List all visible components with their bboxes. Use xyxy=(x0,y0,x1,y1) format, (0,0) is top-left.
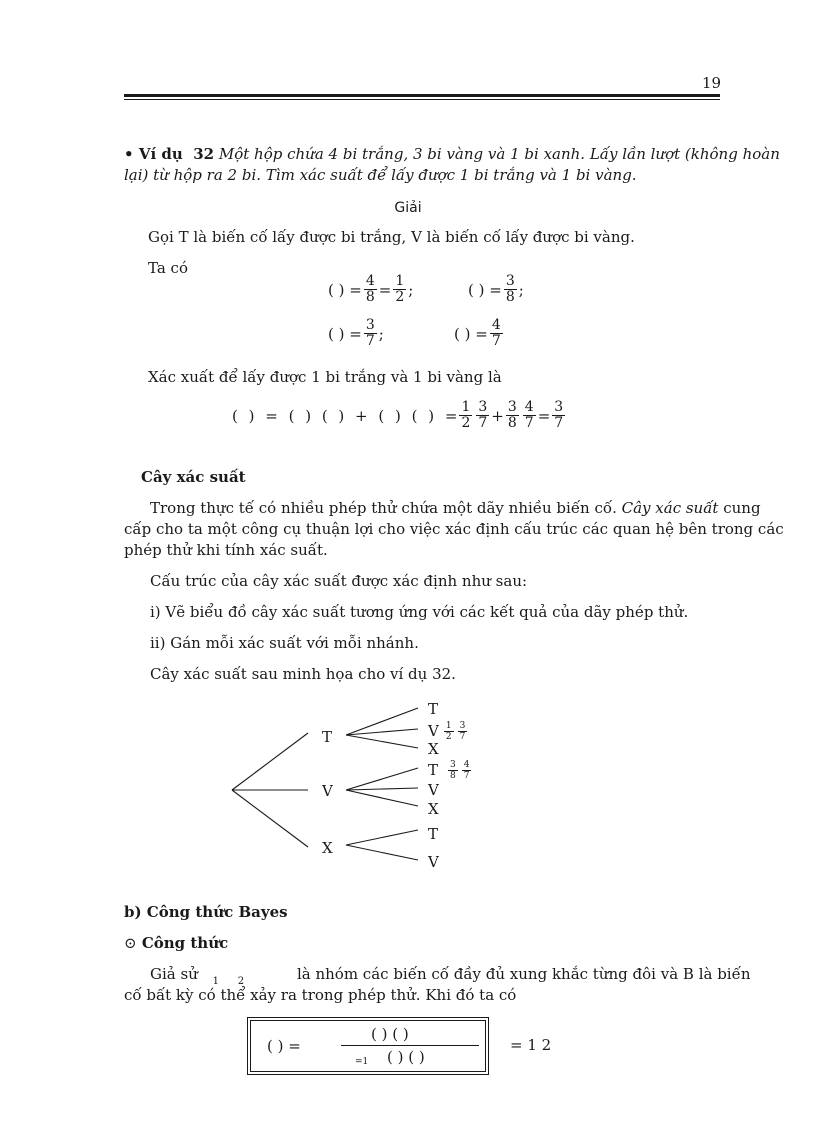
final-b-num: 3 xyxy=(478,399,488,415)
tree-leaf-T-X: X xyxy=(428,740,439,758)
eq1-num2: 1 xyxy=(395,273,405,289)
tree-leaf-V-X: X xyxy=(428,800,439,818)
tree-leaf-T-V-label: V xyxy=(428,722,439,740)
tree-prob-TV-num1: 1 xyxy=(445,720,452,731)
bayes-p1-line2: cố bất kỳ có thể xảy ra trong phép thử. Khi đó ta có xyxy=(124,986,517,1004)
solution-line-3: Xác xuất để lấy được 1 bi trắng và 1 bi vàng là xyxy=(148,368,502,386)
final-a-num: 1 xyxy=(461,399,471,415)
tree-prob-VT-num2: 4 xyxy=(463,759,470,770)
eq4-num: 4 xyxy=(491,317,501,333)
final-plus: + xyxy=(491,406,504,425)
final-b-den: 7 xyxy=(478,415,488,431)
tree-branch-root-T xyxy=(232,733,308,790)
tree-branch-X-T xyxy=(346,830,418,845)
tree-leaf-X-V: V xyxy=(428,853,439,871)
final-e-num: 4 xyxy=(524,399,534,415)
bayes-fraction-bar xyxy=(341,1045,479,1046)
tree-branch-T-X xyxy=(346,735,418,748)
bayes-formula-lhs: ( ) = xyxy=(267,1037,301,1055)
tree-step-2: ii) Gán mỗi xác suất với mỗi nhánh. xyxy=(150,634,419,652)
eq1-end: ; xyxy=(408,280,414,299)
bayes-sub-1: 1 xyxy=(212,976,220,987)
final-c-den: 8 xyxy=(507,415,517,431)
tree-step-1: i) Vẽ biểu đồ cây xác suất tương ứng với các kết quả của dãy phép thử. xyxy=(150,603,689,621)
tree-node-V: V xyxy=(322,782,333,800)
bayes-p1-b: là nhóm các biến cố đầy đủ xung khắc từng đôi và B là biến xyxy=(296,965,751,983)
bayes-sub-2: 2 xyxy=(237,976,245,987)
tree-prob-VT-den2: 7 xyxy=(463,770,470,781)
eq3-lhs: ( ) = xyxy=(328,324,362,343)
tree-p1-line3: phép thử khi tính xác suất. xyxy=(124,541,328,559)
bayes-subheading-text: Công thức xyxy=(141,934,229,952)
page-number: 19 xyxy=(702,74,722,92)
final-lhs: ( ) = ( ) ( ) + ( ) ( ) = xyxy=(232,406,458,425)
eq1-den1: 8 xyxy=(365,289,375,305)
tree-prob-TV-den2: 7 xyxy=(459,731,466,742)
tree-branch-T-V xyxy=(346,729,418,735)
bayes-subheading xyxy=(124,932,228,954)
tree-leaf-V-T xyxy=(428,759,473,781)
eq1-den2: 2 xyxy=(395,289,405,305)
tree-p2: Cấu trúc của cây xác suất được xác định như sau: xyxy=(150,572,528,590)
eq2-end: ; xyxy=(518,280,524,299)
tree-p3: Cây xác suất sau minh họa cho ví dụ 32. xyxy=(150,665,456,683)
eq1-lhs: ( ) = xyxy=(328,280,362,299)
bayes-formula-den-sub: =1 xyxy=(355,1057,369,1067)
example-label: Ví dụ xyxy=(138,145,183,163)
final-a-den: 2 xyxy=(461,415,471,431)
tree-branch-V-T xyxy=(346,768,418,790)
final-e-den: 7 xyxy=(524,415,534,431)
bayes-formula-num: ( ) ( ) xyxy=(371,1025,409,1043)
tree-branch-root-X xyxy=(232,790,308,847)
tree-p1-c: cung xyxy=(723,499,761,517)
final-r-num: 3 xyxy=(554,399,564,415)
tree-leaf-V-T-label: T xyxy=(428,761,439,779)
solution-line-2: Ta có xyxy=(148,259,188,277)
bayes-formula-box xyxy=(250,1020,486,1072)
bayes-p1-a: Giả sử xyxy=(150,965,198,983)
solution-line-1: Gọi T là biến cố lấy được bi trắng, V là biến cố lấy được bi vàng. xyxy=(148,228,635,246)
tree-p1-line2: cấp cho ta một công cụ thuận lợi cho việc xác định cấu trúc các quan hệ bên trong các xyxy=(124,520,784,538)
example-line-1: • Ví dụ 32 Một hộp chứa 4 bi trắng, 3 bi vàng và 1 bi xanh. Lấy lần lượt (không hoàn xyxy=(124,145,780,163)
tree-leaf-V-V: V xyxy=(428,781,439,799)
tree-section-heading: Cây xác suất xyxy=(141,468,246,486)
eq1-num1: 4 xyxy=(365,273,375,289)
circled-dot-icon: ⊙ xyxy=(124,934,137,952)
eq2-lhs: ( ) = xyxy=(468,280,502,299)
example-line-2: lại) từ hộp ra 2 bi. Tìm xác suất để lấy được 1 bi trắng và 1 bi vàng. xyxy=(124,166,637,184)
tree-prob-TV-num2: 3 xyxy=(459,720,466,731)
eq2-num: 3 xyxy=(505,273,515,289)
example-text-1: Một hộp chứa 4 bi trắng, 3 bi vàng và 1 bi xanh. Lấy lần lượt (không hoàn xyxy=(218,145,780,163)
eq2-den: 8 xyxy=(505,289,515,305)
eq3-num: 3 xyxy=(365,317,375,333)
tree-p1-a: Trong thực tế có nhiều phép thử chứa một dãy nhiều biến cố. xyxy=(150,499,617,517)
bayes-formula-den: ( ) ( ) xyxy=(387,1048,425,1066)
solution-heading: Giải xyxy=(394,200,422,216)
tree-branch-X-V xyxy=(346,845,418,860)
bayes-formula-range: = 1 2 xyxy=(510,1036,552,1054)
tree-branch-V-X xyxy=(346,790,418,806)
eq1-mid: = xyxy=(378,280,392,299)
bayes-heading: b) Công thức Bayes xyxy=(124,903,288,921)
example-number: 32 xyxy=(193,145,215,163)
tree-branch-T-T xyxy=(346,708,418,735)
tree-p1-term: Cây xác suất xyxy=(621,499,719,517)
tree-branch-V-V xyxy=(346,788,418,790)
tree-node-X: X xyxy=(322,839,333,857)
tree-prob-VT-num1: 3 xyxy=(450,759,456,770)
tree-prob-VT-den1: 8 xyxy=(450,770,456,781)
eq3-end: ; xyxy=(378,324,384,343)
tree-leaf-T-T: T xyxy=(428,700,439,718)
eq3-den: 7 xyxy=(365,333,375,349)
final-c-num: 3 xyxy=(507,399,517,415)
tree-prob-TV-den1: 2 xyxy=(445,731,452,742)
tree-leaf-X-T: T xyxy=(428,825,439,843)
eq4-lhs: ( ) = xyxy=(454,324,488,343)
final-r-den: 7 xyxy=(554,415,564,431)
tree-node-T: T xyxy=(322,728,333,746)
eq4-den: 7 xyxy=(491,333,501,349)
final-eq: = xyxy=(537,406,551,425)
